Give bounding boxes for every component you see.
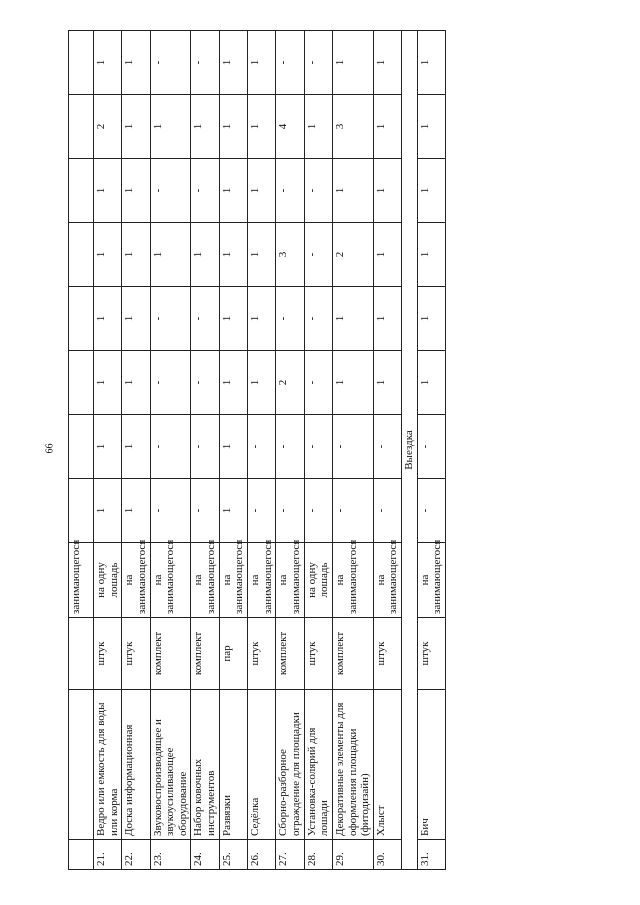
row-number: 28. <box>304 840 332 870</box>
value-cell: 1 <box>122 415 150 479</box>
item-name: Бич <box>417 690 445 840</box>
value-cell: 1 <box>122 351 150 415</box>
unit: комплект <box>150 618 191 690</box>
value-cell: - <box>276 287 304 351</box>
basis: на занимающегося <box>373 543 401 618</box>
value-cell: 1 <box>122 159 150 223</box>
page-number: 66 <box>44 443 56 454</box>
value-cell: 1 <box>219 223 247 287</box>
item-name: Развязки <box>219 690 247 840</box>
rotated-table-container <box>68 30 448 866</box>
value-cell: 1 <box>248 351 276 415</box>
value-cell: 1 <box>373 31 401 95</box>
value-cell: 1 <box>417 287 445 351</box>
value-cell: 1 <box>248 223 276 287</box>
continuation-text: занимающегося <box>69 543 94 618</box>
value-cell: 1 <box>122 223 150 287</box>
value-cell: 1 <box>219 415 247 479</box>
row-number: 26. <box>248 840 276 870</box>
basis: на занимающегося <box>276 543 304 618</box>
value-cell: 2 <box>276 351 304 415</box>
value-cell: - <box>191 31 219 95</box>
value-cell: 1 <box>417 223 445 287</box>
value-cell: - <box>150 479 191 543</box>
table-row <box>332 31 373 870</box>
value-cell: 1 <box>417 95 445 159</box>
unit: штук <box>248 618 276 690</box>
row-number: 22. <box>122 840 150 870</box>
value-cell: 2 <box>94 95 122 159</box>
basis: на занимающегося <box>248 543 276 618</box>
value-cell: 4 <box>276 95 304 159</box>
value-cell: - <box>304 223 332 287</box>
value-cell: - <box>150 31 191 95</box>
row-number: 24. <box>191 840 219 870</box>
value-cell: - <box>417 479 445 543</box>
value-cell: 1 <box>373 351 401 415</box>
value-cell: 1 <box>94 351 122 415</box>
value-cell: 1 <box>248 287 276 351</box>
unit: штук <box>122 618 150 690</box>
value-cell: - <box>373 415 401 479</box>
value-cell: 1 <box>304 95 332 159</box>
value-cell: 1 <box>191 223 219 287</box>
value-cell: 1 <box>94 479 122 543</box>
value-cell: 1 <box>219 159 247 223</box>
value-cell: - <box>248 415 276 479</box>
value-cell: - <box>248 479 276 543</box>
row-number: 21. <box>94 840 122 870</box>
value-cell: 1 <box>332 351 373 415</box>
value-cell: - <box>304 415 332 479</box>
value-cell: - <box>304 31 332 95</box>
table-row <box>150 31 191 870</box>
value-cell: - <box>332 479 373 543</box>
basis: на занимающегося <box>191 543 219 618</box>
value-cell: 1 <box>122 479 150 543</box>
value-cell: 1 <box>373 223 401 287</box>
value-cell: - <box>276 31 304 95</box>
unit: комплект <box>332 618 373 690</box>
row-number: 27. <box>276 840 304 870</box>
value-cell: - <box>332 415 373 479</box>
basis: на одну лошадь <box>94 543 122 618</box>
value-cell: 1 <box>332 287 373 351</box>
unit: штук <box>94 618 122 690</box>
value-cell: 1 <box>332 31 373 95</box>
value-cell: 1 <box>122 31 150 95</box>
value-cell: 1 <box>150 223 191 287</box>
section-row <box>402 31 418 870</box>
value-cell: - <box>150 159 191 223</box>
item-name: Хлыст <box>373 690 401 840</box>
value-cell: - <box>191 479 219 543</box>
value-cell: 1 <box>373 159 401 223</box>
item-name: Декоративные элементы для оформления площадки (фитодизайн) <box>332 690 373 840</box>
value-cell: 1 <box>417 159 445 223</box>
value-cell: 1 <box>332 159 373 223</box>
value-cell: 1 <box>150 95 191 159</box>
value-cell: 3 <box>332 95 373 159</box>
value-cell: - <box>191 351 219 415</box>
value-cell: - <box>276 479 304 543</box>
basis: на занимающегося <box>150 543 191 618</box>
value-cell: 1 <box>94 415 122 479</box>
row-number: 25. <box>219 840 247 870</box>
unit: штук <box>417 618 445 690</box>
row-number: 29. <box>332 840 373 870</box>
continuation-row <box>69 31 94 870</box>
value-cell: 1 <box>94 287 122 351</box>
value-cell: 1 <box>122 287 150 351</box>
item-name: Седёлка <box>248 690 276 840</box>
value-cell: 1 <box>373 95 401 159</box>
value-cell: 1 <box>219 95 247 159</box>
table-row <box>304 31 332 870</box>
item-name: Доска информационная <box>122 690 150 840</box>
value-cell: - <box>150 351 191 415</box>
value-cell: - <box>150 415 191 479</box>
row-number: 23. <box>150 840 191 870</box>
equipment-table <box>68 30 446 870</box>
item-name: Звуковоспроизводящее и звукоусиливающее оборудование <box>150 690 191 840</box>
item-name: Ведро или емкость для воды или корма <box>94 690 122 840</box>
value-cell: 1 <box>417 351 445 415</box>
value-cell: - <box>191 415 219 479</box>
value-cell: 1 <box>191 95 219 159</box>
basis: на занимающегося <box>417 543 445 618</box>
value-cell: 1 <box>94 31 122 95</box>
value-cell: - <box>191 287 219 351</box>
basis: на одну лошадь <box>304 543 332 618</box>
unit: комплект <box>191 618 219 690</box>
value-cell: 1 <box>219 31 247 95</box>
value-cell: - <box>417 415 445 479</box>
value-cell: - <box>150 287 191 351</box>
value-cell: - <box>304 287 332 351</box>
basis: на занимающегося <box>332 543 373 618</box>
table-row <box>219 31 247 870</box>
value-cell: 1 <box>248 95 276 159</box>
unit: штук <box>304 618 332 690</box>
section-label: Выездка <box>402 31 418 870</box>
value-cell: 1 <box>219 351 247 415</box>
value-cell: - <box>304 351 332 415</box>
table-body <box>94 31 402 870</box>
value-cell: - <box>304 159 332 223</box>
value-cell: 1 <box>373 287 401 351</box>
row-number: 31. <box>417 840 445 870</box>
value-cell: 3 <box>276 223 304 287</box>
value-cell: 1 <box>248 31 276 95</box>
table-row <box>122 31 150 870</box>
value-cell: - <box>304 479 332 543</box>
row-number: 30. <box>373 840 401 870</box>
value-cell: 1 <box>122 95 150 159</box>
table-row <box>276 31 304 870</box>
value-cell: 1 <box>248 159 276 223</box>
basis: на занимающегося <box>219 543 247 618</box>
value-cell: 1 <box>219 479 247 543</box>
value-cell: - <box>276 415 304 479</box>
unit: штук <box>373 618 401 690</box>
item-name: Набор ковочных инструментов <box>191 690 219 840</box>
value-cell: 1 <box>417 31 445 95</box>
unit: комплект <box>276 618 304 690</box>
table-row <box>373 31 401 870</box>
unit: пар <box>219 618 247 690</box>
table-frame <box>68 30 628 870</box>
table-row <box>417 31 445 870</box>
table-row <box>248 31 276 870</box>
table-row <box>191 31 219 870</box>
item-name: Сборно-разборное ограждение для площадки <box>276 690 304 840</box>
value-cell: 1 <box>94 223 122 287</box>
basis: на занимающегося <box>122 543 150 618</box>
value-cell: - <box>191 159 219 223</box>
value-cell: 1 <box>219 287 247 351</box>
value-cell: - <box>373 479 401 543</box>
value-cell: 2 <box>332 223 373 287</box>
value-cell: 1 <box>94 159 122 223</box>
table-row <box>94 31 122 870</box>
value-cell: - <box>276 159 304 223</box>
item-name: Установка-солярий для лошади <box>304 690 332 840</box>
